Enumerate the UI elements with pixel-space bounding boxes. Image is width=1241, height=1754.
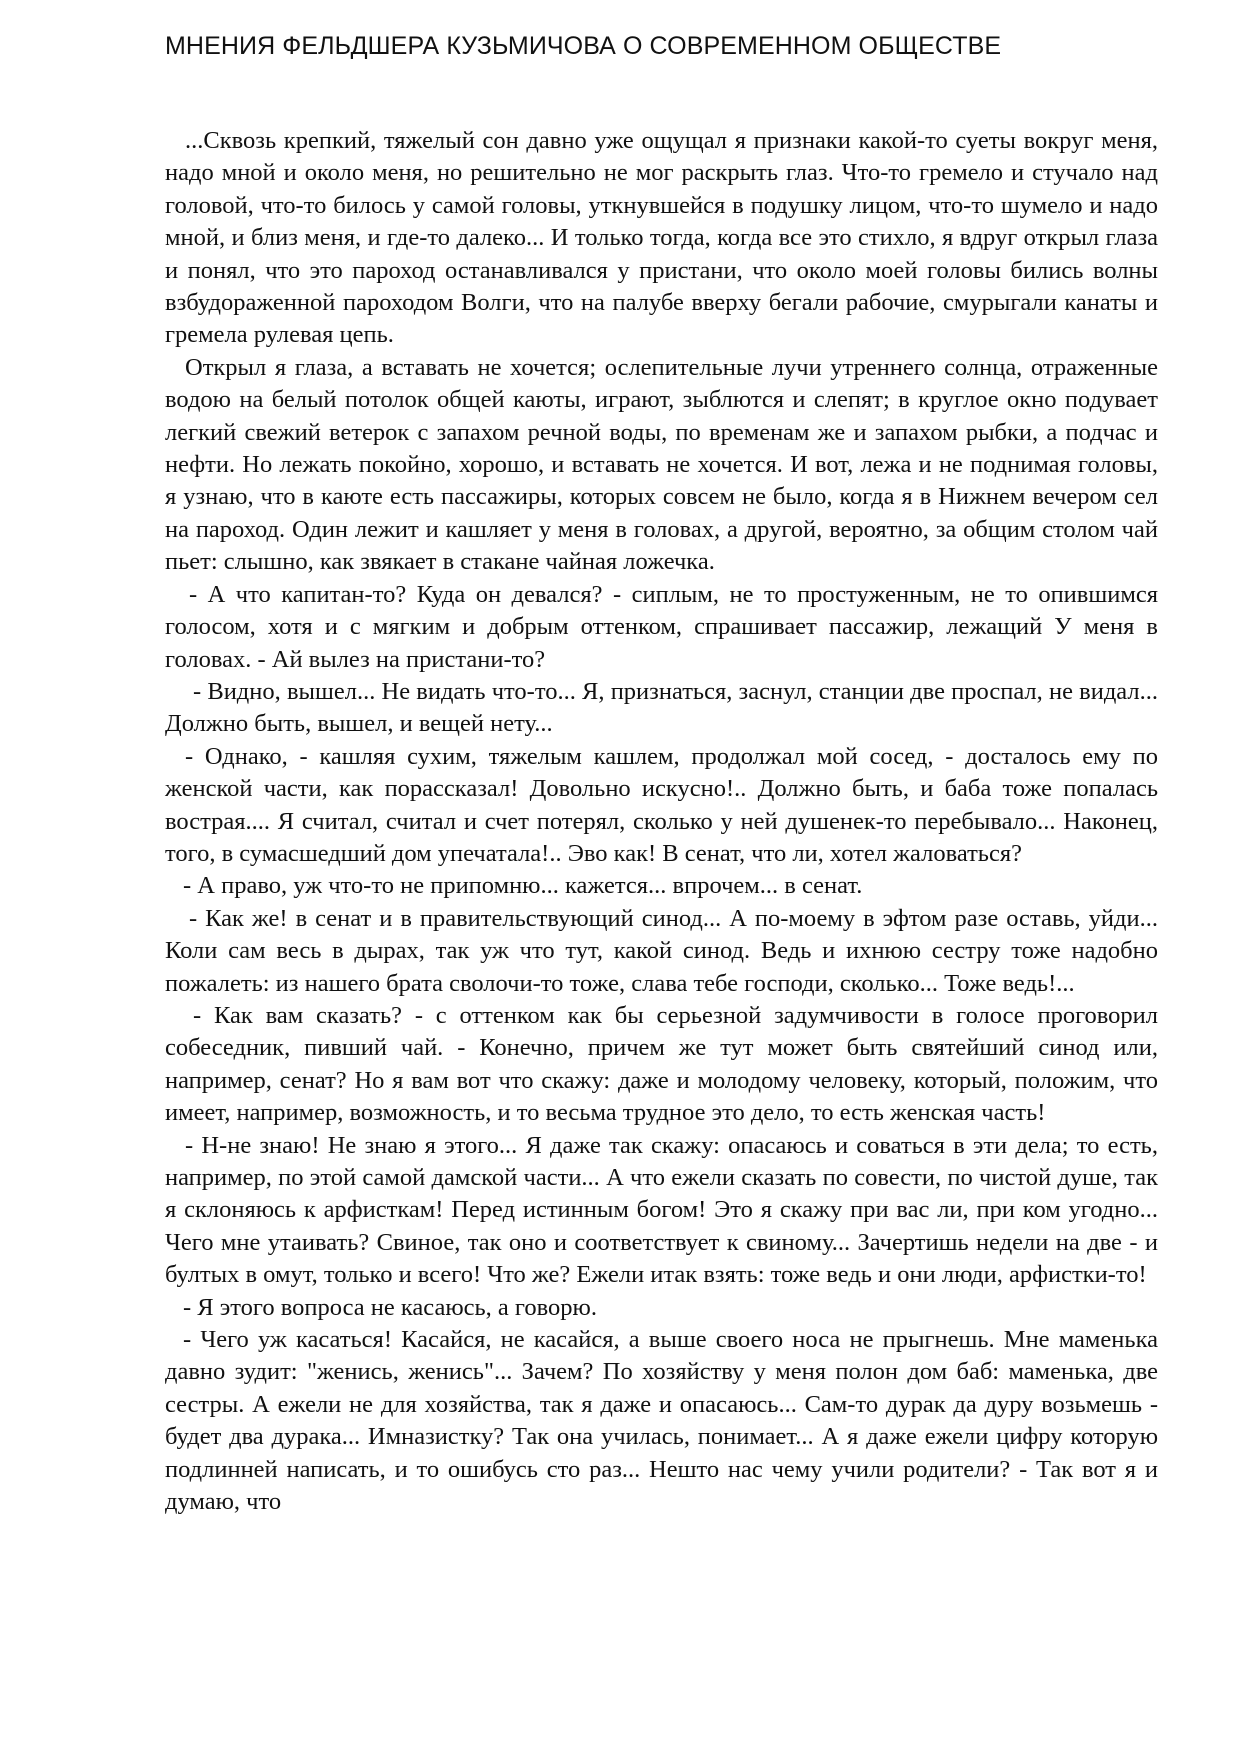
body-text [165,125,1158,1518]
paragraph-4: - Видно, вышел... Не видать что-то... Я, признаться, заснул, станции две проспал, не видал... Должно быть, вышел, и вещей нету... [165,677,1158,738]
paragraph-3: - А что капитан-то? Куда он девался? - сиплым, не то простуженным, не то опившимся голосом, хотя и с мягким и добрым оттенком, спрашивает пассажир, лежащий У меня в головах. - Ай вылез на пристани-то? [165,580,1158,673]
paragraph-10: - Я этого вопроса не касаюсь, а говорю. [183,1293,597,1321]
paragraph-5: - Однако, - кашляя сухим, тяжелым кашлем, продолжал мой сосед, - досталось ему по женской части, как порассказал! Довольно искусно!.. Должно быть, и баба тоже попалась вострая.... Я считал, считал и счет потерял, сколько у ней душенек-то перебывало... Наконец, того, в сумасшедший дом упечатала!.. Эво как! В сенат, что ли, хотел жаловаться? [165,742,1158,867]
paragraph-9: - Н-не знаю! Не знаю я этого... Я даже так скажу: опасаюсь и соваться в эти дела; то есть, например, по этой самой дамской части... А что ежели сказать по совести, по чистой душе, так я склоняюсь к арфисткам! Перед истинным богом! Это я скажу при вас ли, при ком угодно... Чего мне утаивать? Свиное, так оно и соответствует к свиному... Зачертишь недели на две - и бултых в омут, только и всего! Что же? Ежели итак взять: тоже ведь и они люди, арфистки-то! [165,1131,1158,1289]
paragraph-6: - А право, уж что-то не припомню... кажется... впрочем... в сенат. [183,872,863,900]
paragraph-11: - Чего уж касаться! Касайся, не касайся, а выше своего носа не прыгнешь. Мне маменька давно зудит: "женись, женись"... Зачем? По хозяйству у меня полон дом баб: маменька, две сестры. А ежели не для хозяйства, так я даже и опасаюсь... Сам-то дурак да дуру возьмешь - будет два дурака... Имназистку? Так она училась, понимает... А я даже ежели цифру которую подлинней написать, и то ошибусь сто раз... Нешто нас чему учили родители? - Так вот я и думаю, что [165,1326,1158,1516]
paragraph-8: - Как вам сказать? - с оттенком как бы серьезной задумчивости в голосе проговорил собеседник, пивший чай. - Конечно, причем же тут может быть святейший синод или, например, сенат? Но я вам вот что скажу: даже и молодому человеку, который, положим, что имеет, например, возможность, и то весьма трудное это дело, то есть женская часть! [165,1001,1158,1127]
paragraph-1: ...Сквозь крепкий, тяжелый сон давно уже ощущал я признаки какой-то суеты вокруг меня, надо мной и около меня, но решительно не мог раскрыть глаз. Что-то гремело и стучало над головой, что-то билось у самой головы, уткнувшейся в подушку лицом, что-то шумело и надо мной, и близ меня, и где-то далеко... И только тогда, когда все это стихло, я вдруг открыл глаза и понял, что это пароход останавливался у пристани, что около моей головы бились волны взбудораженной пароходом Волги, что на палубе вверху бегали рабочие, смурыгали канаты и гремела рулевая цепь. [165,127,1158,349]
paragraph-2: Открыл я глаза, а вставать не хочется; ослепительные лучи утреннего солнца, отраженные водою на белый потолок общей каюты, играют, зыблются и слепят; в круглое окно подувает легкий свежий ветерок с запахом речной воды, по временам же и запахом рыбки, а подчас и нефти. Но лежать покойно, хорошо, и вставать не хочется. И вот, лежа и не поднимая головы, я узнаю, что в каюте есть пассажиры, которых совсем не было, когда я в Нижнем вечером сел на пароход. Один лежит и кашляет у меня в головах, а другой, вероятно, за общим столом чай пьет: слышно, как звякает в стакане чайная ложечка. [165,353,1158,576]
paragraph-7: - Как же! в сенат и в правительствующий синод... А по-моему в эфтом разе оставь, уйди... Коли сам весь в дырах, так уж что тут, какой синод. Ведь и ихнюю сестру тоже надобно пожалеть: из нашего брата сволочи-то тоже, слава тебе господи, сколько... Тоже ведь!... [165,904,1158,997]
page-title: МНЕНИЯ ФЕЛЬДШЕРА КУЗЬМИЧОВА О СОВРЕМЕННОМ ОБЩЕСТВЕ [165,32,1002,60]
